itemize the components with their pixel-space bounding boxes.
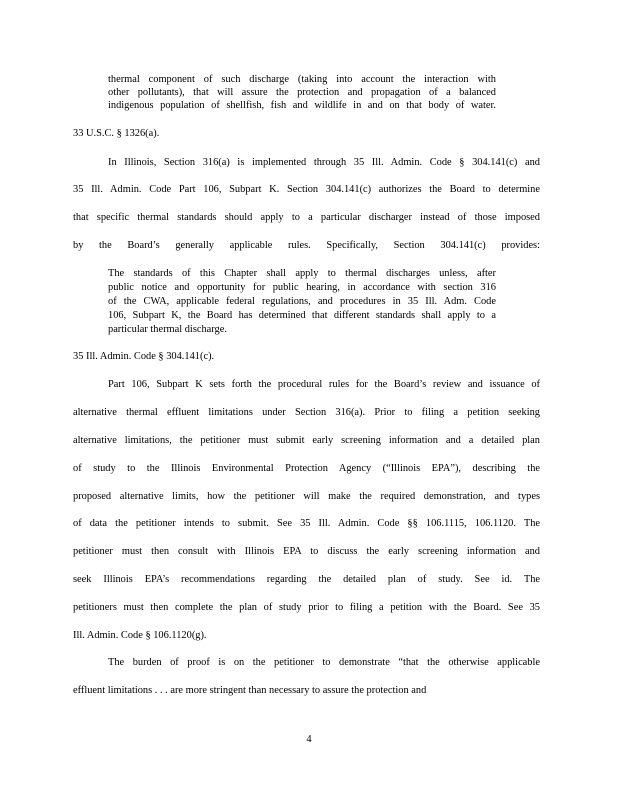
paragraph-2-line-2: alternative thermal effluent limitations under Section 316(a). Prior to filing a petition seeking bbox=[73, 407, 540, 418]
blockquote-2-line-1: The standards of this Chapter shall apply to thermal discharges unless, after bbox=[108, 268, 496, 279]
paragraph-1-line-3: that specific thermal standards should apply to a particular discharger instead of those imposed bbox=[73, 212, 540, 223]
paragraph-2-line-5: proposed alternative limits, how the petitioner will make the required demonstration, and types bbox=[73, 491, 540, 502]
paragraph-1-line-4: by the Board’s generally applicable rules. Specifically, Section 304.141(c) provides: bbox=[73, 240, 540, 251]
paragraph-2-line-7: petitioner must then consult with Illinois EPA to discuss the early screening information and bbox=[73, 546, 540, 557]
blockquote-2-line-4: 106, Subpart K, the Board has determined that different standards shall apply to a bbox=[108, 310, 496, 321]
paragraph-1-line-2: 35 Ill. Admin. Code Part 106, Subpart K. Section 304.141(c) authorizes the Board to determine bbox=[73, 184, 540, 195]
paragraph-3-line-1: The burden of proof is on the petitioner to demonstrate “that the otherwise applicable bbox=[108, 657, 540, 668]
paragraph-3-line-2: effluent limitations . . . are more stringent than necessary to assure the protection and bbox=[73, 685, 427, 696]
paragraph-2-line-3: alternative limitations, the petitioner must submit early screening information and a detailed plan bbox=[73, 435, 540, 446]
blockquote-1-line-2: other pollutants), that will assure the protection and propagation of a balanced bbox=[108, 87, 496, 98]
paragraph-2-line-8: seek Illinois EPA’s recommendations regarding the detailed plan of study. See id. The bbox=[73, 574, 540, 585]
citation-1: 33 U.S.C. § 1326(a). bbox=[73, 128, 160, 139]
page-number: 4 bbox=[306, 734, 312, 745]
paragraph-2-line-9: petitioners must then complete the plan of study prior to filing a petition with the Board. See 35 bbox=[73, 602, 540, 613]
paragraph-2-line-10: Ill. Admin. Code § 106.1120(g). bbox=[73, 630, 207, 641]
paragraph-2-line-4: of study to the Illinois Environmental Protection Agency (“Illinois EPA”), describing the bbox=[73, 463, 540, 474]
paragraph-1-line-1: In Illinois, Section 316(a) is implemented through 35 Ill. Admin. Code § 304.141(c) and bbox=[108, 157, 540, 168]
blockquote-2-line-2: public notice and opportunity for public hearing, in accordance with section 316 bbox=[108, 282, 496, 293]
citation-2: 35 Ill. Admin. Code § 304.141(c). bbox=[73, 351, 215, 362]
blockquote-1-line-3: indigenous population of shellfish, fish and wildlife in and on that body of water. bbox=[108, 100, 496, 111]
paragraph-2-line-6: of data the petitioner intends to submit. See 35 Ill. Admin. Code §§ 106.1115, 106.1120. The bbox=[73, 518, 540, 529]
blockquote-2-line-3: of the CWA, applicable federal regulations, and procedures in 35 Ill. Adm. Code bbox=[108, 296, 496, 307]
blockquote-1-line-1: thermal component of such discharge (taking into account the interaction with bbox=[108, 74, 496, 85]
blockquote-2-line-5: particular thermal discharge. bbox=[108, 324, 227, 335]
paragraph-2-line-1: Part 106, Subpart K sets forth the procedural rules for the Board’s review and issuance of bbox=[108, 379, 540, 390]
